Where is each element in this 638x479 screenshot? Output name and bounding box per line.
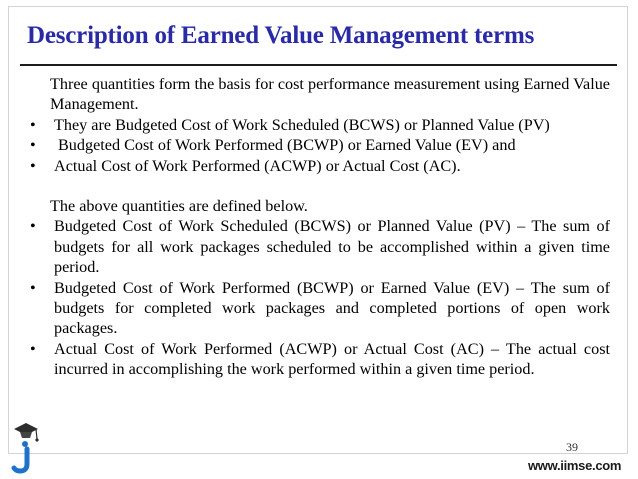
list-item	[30, 339, 610, 380]
bullet-marker: •	[30, 339, 36, 358]
list-item-text: Budgeted Cost of Work Scheduled (BCWS) or Planned Value (PV) – The sum of budgets for all work packages scheduled to be accomplished within a given time period.	[54, 217, 610, 277]
list-item	[30, 115, 610, 135]
definitions-lead: The above quantities are defined below.	[50, 197, 308, 216]
list-item	[30, 278, 610, 339]
list-item-text: They are Budgeted Cost of Work Scheduled (BCWS) or Planned Value (PV)	[54, 115, 550, 134]
list-item-text: Budgeted Cost of Work Performed (BCWP) or Earned Value (EV) and	[58, 136, 516, 155]
list-item-text: Budgeted Cost of Work Performed (BCWP) or Earned Value (EV) – The sum of budgets for completed work packages and completed portions of open work packages.	[54, 278, 610, 338]
quantities-list	[30, 115, 610, 176]
page-number: 39	[566, 440, 578, 454]
bullet-marker: •	[30, 278, 36, 297]
bullet-marker: •	[30, 217, 36, 236]
bullet-marker: •	[30, 136, 36, 155]
list-item	[30, 135, 610, 155]
website-url: www.iimse.com	[528, 458, 622, 473]
list-item	[30, 216, 610, 277]
slide-body	[30, 74, 610, 380]
list-item-text: Actual Cost of Work Performed (ACWP) or Actual Cost (AC).	[54, 156, 461, 175]
definitions-list	[30, 216, 610, 379]
slide-title: Description of Earned Value Management terms	[27, 22, 535, 49]
bullet-marker: •	[30, 156, 36, 175]
intro-paragraph: Three quantities form the basis for cost performance measurement using Earned Value Management.	[50, 75, 610, 114]
bullet-marker: •	[30, 115, 36, 134]
title-divider	[20, 64, 617, 66]
graduation-cap-logo-icon	[11, 420, 41, 479]
list-item-text: Actual Cost of Work Performed (ACWP) or Actual Cost (AC) – The actual cost incurred in accomplishing the work performed within a given time period.	[54, 339, 610, 379]
list-item	[30, 156, 610, 176]
